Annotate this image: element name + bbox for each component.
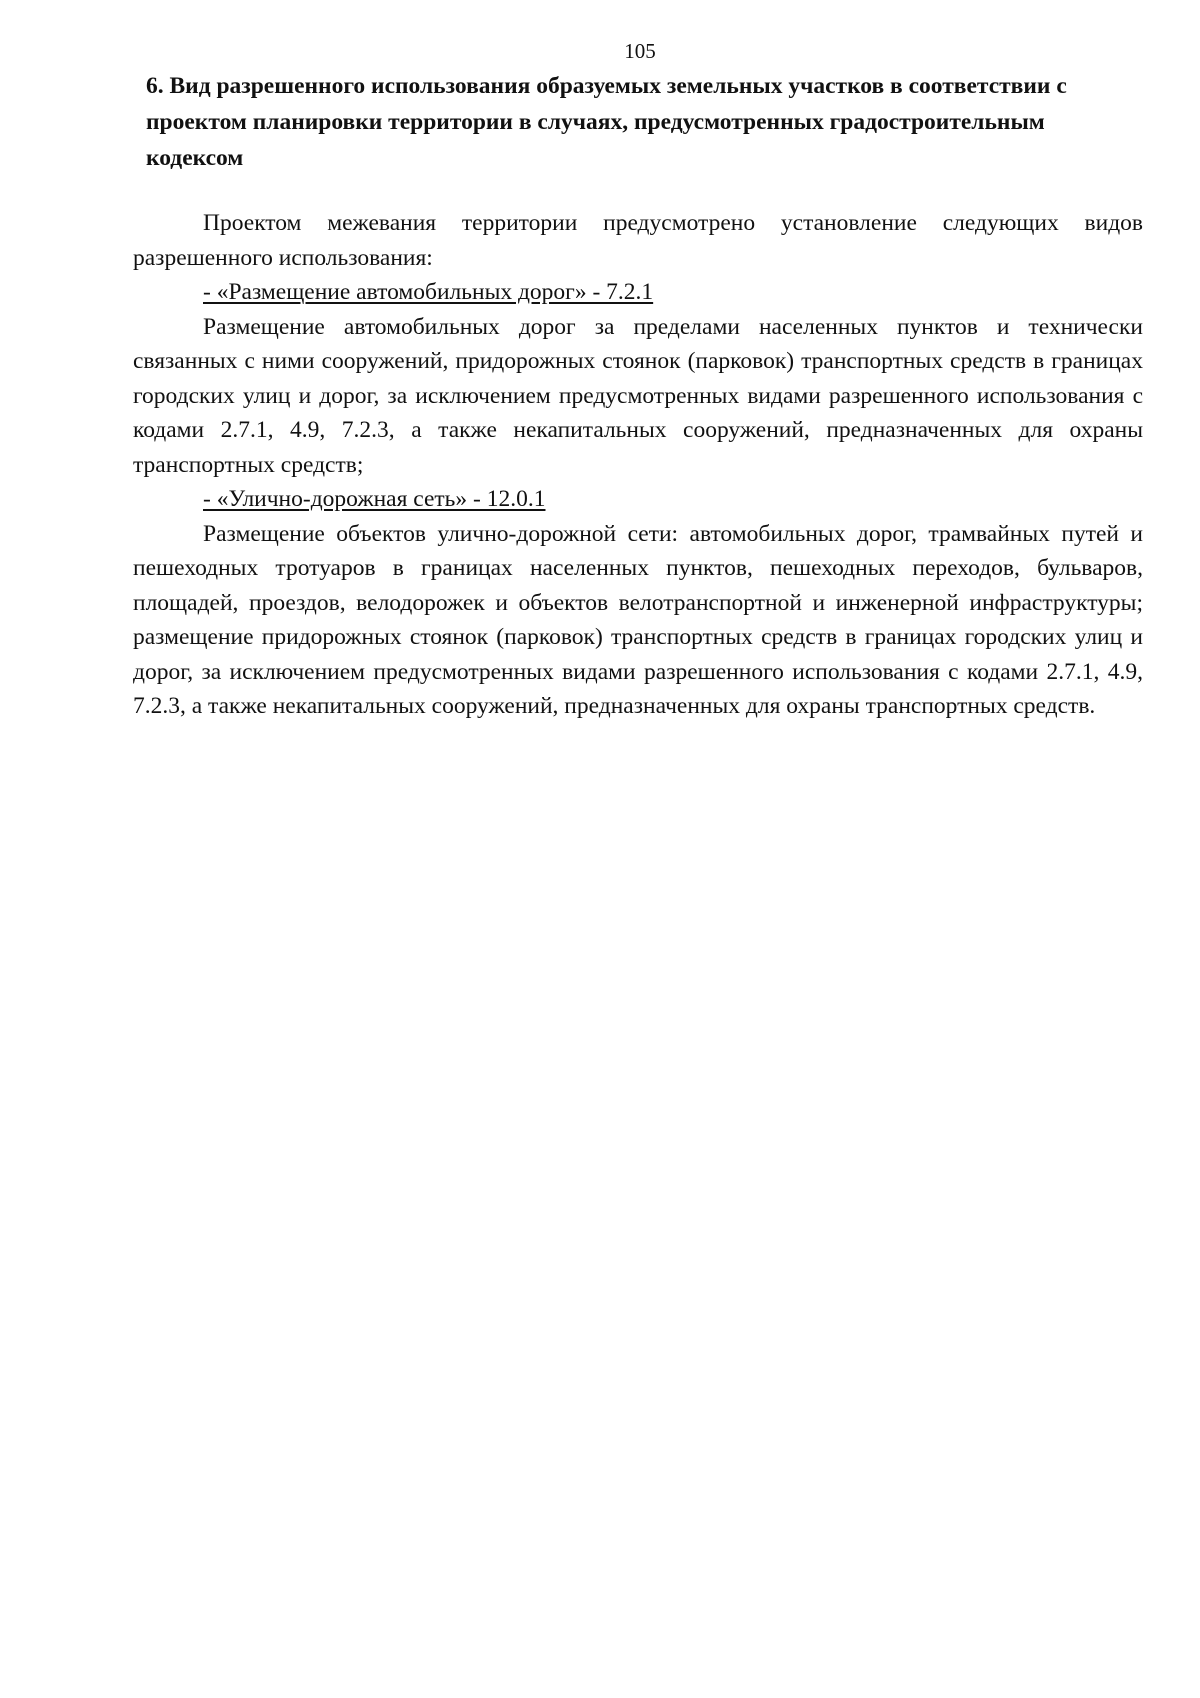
land-use-heading-text: - «Размещение автомобильных дорог» - 7.2.1: [203, 279, 654, 305]
intro-paragraph: Проектом межевания территории предусмотрено установление следующих видов разрешенного использования:: [133, 210, 1143, 271]
page-number: 105: [624, 39, 656, 63]
section-title: 6. Вид разрешенного использования образуемых земельных участков в соответствии с проектом планировки территории в случаях, предусмотренных градостроительным кодексом: [146, 73, 1067, 171]
land-use-heading-street-network: [133, 482, 1143, 517]
land-use-description-road-placement: Размещение автомобильных дорог за пределами населенных пунктов и технически связанных с ними сооружений, придорожных стоянок (парковок) транспортных средств в границах городских улиц и дорог, за исключением предусмотренных видами разрешенного использования с кодами 2.7.1, 4.9, 7.2.3, а также некапитальных сооружений, предназначенных для охраны транспортных средств;: [133, 313, 1143, 478]
land-use-description-street-network: Размещение объектов улично-дорожной сети: автомобильных дорог, трамвайных путей и пешеходных тротуаров в границах населенных пунктов, пешеходных переходов, бульваров, площадей, проездов, велодорожек и объектов велотранспортной и инженерной инфраструктуры; размещение придорожных стоянок (парковок) транспортных средств в границах городских улиц и дорог, за исключением предусмотренных видами разрешенного использования с кодами 2.7.1, 4.9, 7.2.3, а также некапитальных сооружений, предназначенных для охраны транспортных средств.: [133, 520, 1143, 719]
document-body: [133, 206, 1143, 724]
land-use-heading-text: - «Улично-дорожная сеть» - 12.0.1: [203, 486, 546, 512]
land-use-heading-road-placement: [133, 275, 1143, 310]
